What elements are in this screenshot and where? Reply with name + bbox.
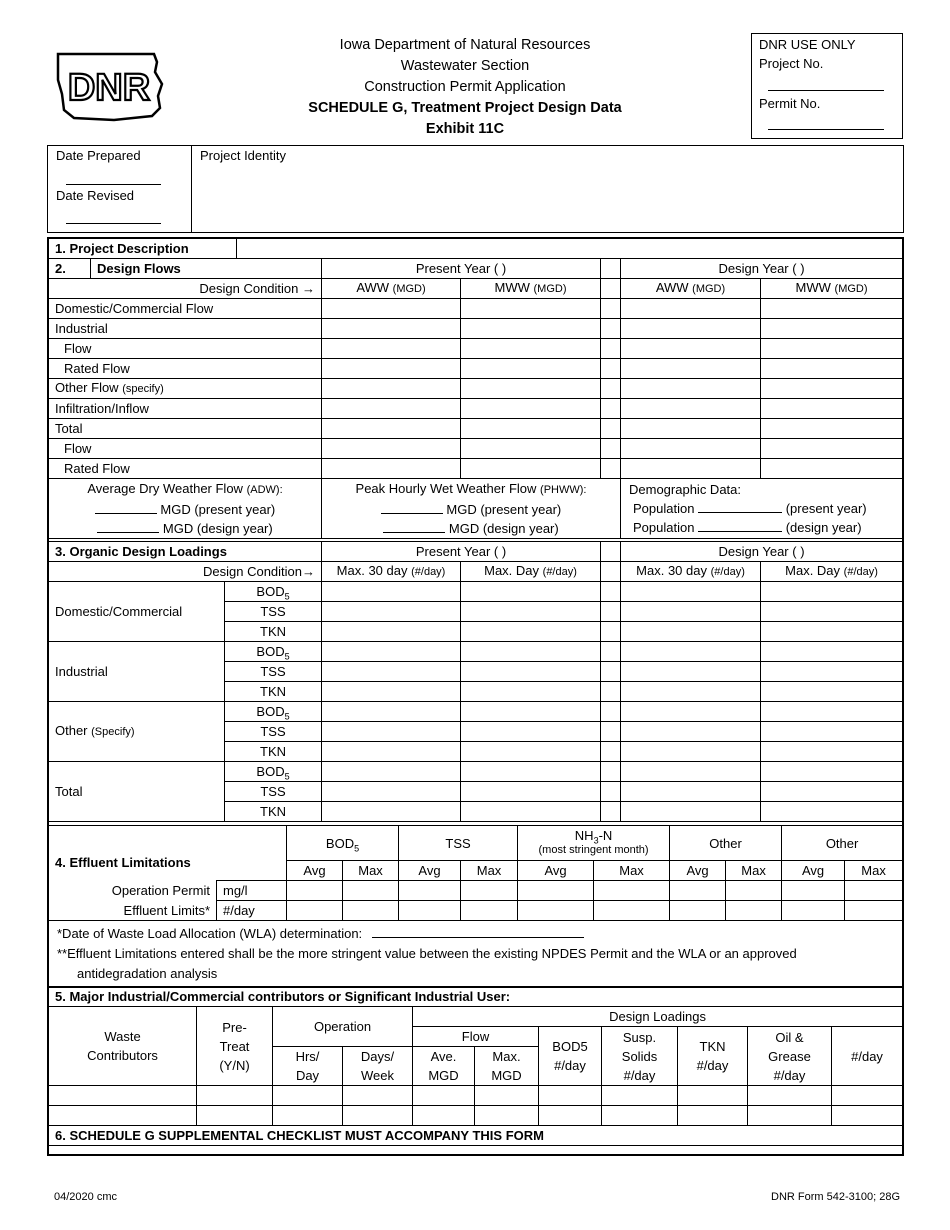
header-line-2: Wastewater Section: [400, 58, 530, 74]
effluent-tss-header: TSS: [399, 826, 518, 861]
bod-label: $BOD_5$: [225, 762, 322, 782]
footer-form-number: DNR Form 542-3100; 28G: [771, 1191, 900, 1203]
header-line-5: Exhibit 11C: [425, 121, 505, 137]
effluent-nh3-header: $NH_3-N$ (most stringent month): [518, 826, 670, 861]
adw-block: Average Dry Weather Flow (ADW): MGD (present year) MGD (design year): [49, 479, 322, 539]
table-row: [49, 1086, 903, 1106]
dnr-use-only-box: [751, 33, 903, 139]
table-row: [49, 642, 903, 662]
flow-row-label: Flow: [49, 339, 322, 359]
logo-text: DNR: [67, 67, 151, 109]
population-design-field[interactable]: [698, 531, 782, 532]
date-identity-box: [47, 145, 904, 233]
aww-present-header: AWW (MGD): [322, 279, 461, 299]
design-loadings-header: Design Loadings: [413, 1007, 903, 1027]
project-description-label: 1. Project Description: [49, 239, 237, 259]
tss-label: TSS: [225, 782, 322, 802]
flows-present-year: Present Year ( ): [322, 259, 601, 279]
loadings-present-year: Present Year ( ): [322, 542, 601, 562]
flow-row-label: Flow: [49, 439, 322, 459]
phww-block: Peak Hourly Wet Weather Flow (PHWW): MGD (present year) MGD (design year): [322, 479, 621, 539]
design-flows-table: [48, 238, 903, 539]
table-row: [49, 319, 903, 339]
demographic-block: Demographic Data: Population (present year) Population (design year): [621, 479, 903, 539]
tkn-label: TKN: [225, 682, 322, 702]
phww-design-field[interactable]: [383, 532, 445, 533]
ave-mgd-header: Ave. MGD: [413, 1047, 475, 1086]
maxday-present-header: Max. Day (#/day): [461, 562, 601, 582]
table-row: [49, 439, 903, 459]
dnr-use-only-label: DNR USE ONLY: [759, 37, 856, 52]
loading-group-label: Other (Specify): [49, 702, 225, 762]
hrs-day-header: Hrs/ Day: [273, 1047, 343, 1086]
table-row: [49, 399, 903, 419]
bod-label: $BOD_5$: [225, 582, 322, 602]
effluent-notes: *Date of Waste Load Allocation (WLA) determination: **Effluent Limitations entered shall be the more stringent value between the existing NPDES Permit and the WLA or an approved antidegradation analysis: [49, 921, 903, 988]
max-header: Max: [845, 861, 903, 881]
effluent-other-header-2: Other: [782, 826, 903, 861]
max-header: Max: [726, 861, 782, 881]
operation-permit-label: Operation Permit: [49, 881, 217, 901]
permit-no-label: Permit No.: [759, 96, 821, 111]
flow-row-label: Infiltration/Inflow: [49, 399, 322, 419]
organic-loadings-label: 3. Organic Design Loadings: [49, 542, 322, 562]
flow-header: Flow: [413, 1027, 539, 1047]
max30-present-header: Max. 30 day (#/day): [322, 562, 461, 582]
tkn-label: TKN: [225, 622, 322, 642]
table-row: [49, 359, 903, 379]
tkn-header: TKN #/day: [678, 1027, 748, 1086]
bod-label: $BOD_5$: [225, 702, 322, 722]
oil-grease-header: Oil & Grease #/day: [748, 1027, 832, 1086]
flow-row-label: Other Flow (specify): [49, 379, 322, 399]
contributors-table: [48, 986, 903, 1146]
max-header: Max: [343, 861, 399, 881]
flows-design-year: Design Year ( ): [621, 259, 903, 279]
header-line-3: Construction Permit Application: [364, 79, 566, 95]
operation-header: Operation: [273, 1007, 413, 1047]
table-row: [49, 582, 903, 602]
project-identity-label: Project Identity: [200, 148, 286, 163]
tkn-label: TKN: [225, 802, 322, 822]
adw-present-field[interactable]: [95, 513, 157, 514]
project-no-field[interactable]: [768, 90, 884, 91]
maxday-design-header: Max. Day (#/day): [761, 562, 903, 582]
effluent-other-header: Other: [670, 826, 782, 861]
phww-present-field[interactable]: [381, 513, 443, 514]
date-prepared-field[interactable]: [66, 184, 161, 185]
perday-header: #/day: [832, 1027, 903, 1086]
dnr-logo: [54, 50, 166, 122]
tkn-label: TKN: [225, 742, 322, 762]
date-revised-label: Date Revised: [56, 188, 135, 203]
avg-header: Avg: [782, 861, 845, 881]
max-header: Max: [461, 861, 518, 881]
design-condition-label: Design Condition →: [49, 279, 322, 299]
days-week-header: Days/ Week: [343, 1047, 413, 1086]
footer-date: 04/2020 cmc: [54, 1191, 117, 1203]
table-row: [49, 459, 903, 479]
flow-row-label: Domestic/Commercial Flow: [49, 299, 322, 319]
mww-design-header: MWW (MGD): [761, 279, 903, 299]
wla-date-field[interactable]: [372, 937, 584, 938]
bod-label: $BOD_5$: [225, 642, 322, 662]
permit-no-field[interactable]: [768, 129, 884, 130]
header-line-1: Iowa Department of Natural Resources: [339, 37, 591, 53]
table-row: [49, 299, 903, 319]
form-header: [260, 35, 670, 140]
avg-header: Avg: [518, 861, 594, 881]
loading-group-label: Domestic/Commercial: [49, 582, 225, 642]
effluent-limits-label: Effluent Limits*: [49, 901, 217, 921]
iowa-state-logo-icon: [54, 50, 166, 122]
project-description-field[interactable]: [237, 239, 903, 259]
table-row: [49, 881, 903, 901]
waste-contributors-header: Waste Contributors: [49, 1007, 197, 1086]
design-flows-label: Design Flows: [91, 259, 322, 279]
mgl-unit: mg/l: [217, 881, 287, 901]
max-header: Max: [594, 861, 670, 881]
header-line-4: SCHEDULE G, Treatment Project Design Data: [308, 100, 622, 116]
contributors-label: 5. Major Industrial/Commercial contributors or Significant Industrial User:: [49, 987, 903, 1007]
flow-row-label: Industrial: [49, 319, 322, 339]
bod5-header: BOD5 #/day: [539, 1027, 602, 1086]
table-row: [49, 702, 903, 722]
date-prepared-label: Date Prepared: [56, 148, 141, 163]
section-2-number: 2.: [49, 259, 91, 279]
checklist-notice: 6. SCHEDULE G SUPPLEMENTAL CHECKLIST MUST ACCOMPANY THIS FORM: [49, 1126, 903, 1146]
table-row: [49, 762, 903, 782]
perday-unit: #/day: [217, 901, 287, 921]
effluent-limitations-label: 4. Effluent Limitations: [49, 826, 287, 881]
tss-label: TSS: [225, 602, 322, 622]
tss-label: TSS: [225, 662, 322, 682]
flow-row-label: Total: [49, 419, 322, 439]
avg-header: Avg: [287, 861, 343, 881]
table-row: [49, 339, 903, 359]
aww-design-header: AWW (MGD): [621, 279, 761, 299]
loading-group-label: Industrial: [49, 642, 225, 702]
date-revised-field[interactable]: [66, 223, 161, 224]
pretreat-header: Pre-Treat (Y/N): [197, 1007, 273, 1086]
table-row: [49, 901, 903, 921]
effluent-limitations-table: [48, 825, 903, 988]
susp-solids-header: Susp. Solids #/day: [602, 1027, 678, 1086]
max30-design-header: Max. 30 day (#/day): [621, 562, 761, 582]
adw-design-field[interactable]: [97, 532, 159, 533]
avg-header: Avg: [399, 861, 461, 881]
max-mgd-header: Max. MGD: [475, 1047, 539, 1086]
table-row: [49, 379, 903, 399]
mww-present-header: MWW (MGD): [461, 279, 601, 299]
avg-header: Avg: [670, 861, 726, 881]
project-no-label: Project No.: [759, 56, 824, 71]
effluent-bod-header: $BOD_5$: [287, 826, 399, 861]
loadings-design-condition: Design Condition→: [49, 562, 322, 582]
table-row: [49, 1106, 903, 1126]
loading-group-label: Total: [49, 762, 225, 822]
tss-label: TSS: [225, 722, 322, 742]
population-present-field[interactable]: [698, 512, 782, 513]
loadings-design-year: Design Year ( ): [621, 542, 903, 562]
organic-loadings-table: [48, 541, 903, 822]
flow-row-label: Rated Flow: [49, 459, 322, 479]
table-row: [49, 419, 903, 439]
flow-row-label: Rated Flow: [49, 359, 322, 379]
